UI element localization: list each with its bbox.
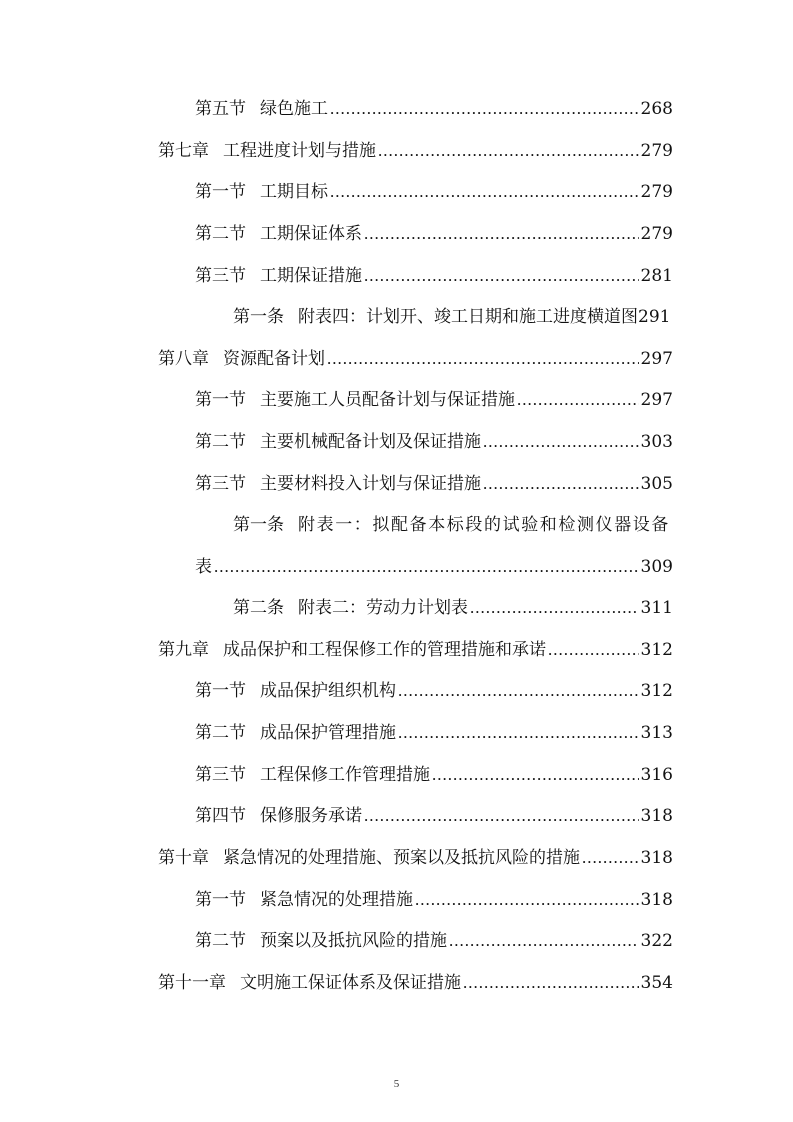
dot-leader <box>398 676 639 706</box>
toc-entry-label: 第四节 <box>195 806 246 826</box>
toc-entry-page: 312 <box>640 681 673 701</box>
toc-entry-label: 第一节 <box>195 390 246 410</box>
toc-entry-page: 281 <box>640 266 673 286</box>
toc-entry-title: 附表一：拟配备本标段的试验和检测仪器设备 <box>298 515 670 535</box>
toc-entry[interactable] <box>195 760 673 790</box>
toc-entry-title: 工程保修工作管理措施 <box>260 765 430 785</box>
toc-entry-label: 第三节 <box>195 474 246 494</box>
toc-entry-page: 268 <box>640 99 673 119</box>
toc-entry-title: 工期保证措施 <box>260 266 362 286</box>
toc-entry-page: 311 <box>640 598 673 618</box>
toc-entry-page: 318 <box>640 890 673 910</box>
toc-entry[interactable] <box>195 427 673 457</box>
toc-entry-title: 工程进度计划与措施 <box>223 141 376 161</box>
toc-entry-label: 第一节 <box>195 182 246 202</box>
toc-entry-title: 成品保护管理措施 <box>260 723 396 743</box>
toc-entry[interactable] <box>195 385 673 415</box>
dot-leader <box>463 968 639 998</box>
toc-entry-label: 第八章 <box>158 349 209 369</box>
toc-entry[interactable] <box>158 635 673 665</box>
toc-entry-page: 303 <box>640 432 673 452</box>
toc-entry[interactable] <box>195 469 673 499</box>
toc-entry[interactable] <box>158 136 673 166</box>
toc-entry-label: 第二节 <box>195 224 246 244</box>
toc-entry-label: 第一节 <box>195 681 246 701</box>
page-number: 5 <box>393 1078 400 1090</box>
toc-entry-page: 279 <box>640 182 673 202</box>
toc-entry-title: 成品保护组织机构 <box>260 681 396 701</box>
dot-leader <box>517 385 639 415</box>
dot-leader <box>330 177 639 207</box>
toc-entry-page: 322 <box>640 931 673 951</box>
toc-entry-title: 主要施工人员配备计划与保证措施 <box>260 390 515 410</box>
toc-entry-label: 第二条 <box>233 598 284 618</box>
dot-leader <box>214 552 639 582</box>
dot-leader <box>364 261 639 291</box>
toc-entry-label: 第一条 <box>233 515 284 535</box>
toc-entry-label: 第二节 <box>195 723 246 743</box>
dot-leader <box>364 219 639 249</box>
dot-leader <box>470 593 639 623</box>
toc-entry-page: 305 <box>640 474 673 494</box>
toc-entry-title: 附表二：劳动力计划表 <box>298 598 468 618</box>
toc-entry-title: 资源配备计划 <box>223 349 325 369</box>
dot-leader <box>449 926 639 956</box>
dot-leader <box>330 94 639 124</box>
toc-entry[interactable] <box>195 885 673 915</box>
toc-entry-label: 第七章 <box>158 141 209 161</box>
dot-leader <box>582 843 639 873</box>
toc-entry[interactable] <box>158 843 673 873</box>
toc-entry-title: 紧急情况的处理措施 <box>260 890 413 910</box>
toc-entry-label: 第十章 <box>158 848 209 868</box>
dot-leader <box>415 885 639 915</box>
toc-entry[interactable] <box>233 593 673 623</box>
toc-entry-page: 291 <box>638 307 671 327</box>
toc-entry[interactable] <box>195 261 673 291</box>
dot-leader <box>548 635 639 665</box>
dot-leader <box>483 427 639 457</box>
toc-entry[interactable] <box>195 676 673 706</box>
toc-entry-label: 第三节 <box>195 765 246 785</box>
toc-entry[interactable] <box>195 926 673 956</box>
toc-entry-continuation-text: 表 <box>195 557 212 577</box>
toc-entry-title: 成品保护和工程保修工作的管理措施和承诺 <box>223 640 546 660</box>
toc-entry[interactable] <box>233 302 698 332</box>
toc-entry[interactable] <box>195 219 673 249</box>
toc-entry-title: 附表四：计划开、竣工日期和施工进度横道图 <box>298 307 638 327</box>
toc-entry-page: 279 <box>640 141 673 161</box>
dot-leader <box>432 760 639 790</box>
toc-entry-page: 309 <box>640 557 673 577</box>
toc-entry-title: 紧急情况的处理措施、预案以及抵抗风险的措施 <box>223 848 580 868</box>
toc-entry-title: 文明施工保证体系及保证措施 <box>240 973 461 993</box>
toc-entry[interactable] <box>195 177 673 207</box>
toc-entry-title: 工期目标 <box>260 182 328 202</box>
toc-entry[interactable] <box>195 718 673 748</box>
toc-entry[interactable] <box>195 801 673 831</box>
toc-entry-page: 312 <box>640 640 673 660</box>
dot-leader <box>483 469 639 499</box>
dot-leader <box>327 344 639 374</box>
toc-entry[interactable] <box>195 94 673 124</box>
toc-entry-page: 297 <box>640 349 673 369</box>
toc-entry-label: 第二节 <box>195 931 246 951</box>
toc-entry-title: 预案以及抵抗风险的措施 <box>260 931 447 951</box>
toc-entry-label: 第十一章 <box>158 973 226 993</box>
toc-entry-page: 318 <box>640 848 673 868</box>
toc-entry-page: 318 <box>640 806 673 826</box>
toc-entry-label: 第二节 <box>195 432 246 452</box>
toc-entry-title: 主要机械配备计划及保证措施 <box>260 432 481 452</box>
toc-entry-label: 第一节 <box>195 890 246 910</box>
toc-entry-page: 279 <box>640 224 673 244</box>
toc-entry-page: 297 <box>640 390 673 410</box>
toc-entry-title: 保修服务承诺 <box>260 806 362 826</box>
toc-entry-label: 第五节 <box>195 99 246 119</box>
toc-entry-page: 316 <box>640 765 673 785</box>
toc-entry-page: 313 <box>640 723 673 743</box>
toc-entry-page: 354 <box>640 973 673 993</box>
toc-entry-label: 第一条 <box>233 307 284 327</box>
toc-entry-continuation[interactable] <box>195 552 673 582</box>
dot-leader <box>398 718 639 748</box>
toc-entry[interactable] <box>233 510 673 540</box>
toc-entry[interactable] <box>158 344 673 374</box>
toc-entry-title: 工期保证体系 <box>260 224 362 244</box>
toc-entry-title: 主要材料投入计划与保证措施 <box>260 474 481 494</box>
dot-leader <box>364 801 639 831</box>
toc-entry[interactable] <box>158 968 673 998</box>
toc-entry-label: 第九章 <box>158 640 209 660</box>
dot-leader <box>378 136 639 166</box>
toc-entry-label: 第三节 <box>195 266 246 286</box>
toc-entry-title: 绿色施工 <box>260 99 328 119</box>
